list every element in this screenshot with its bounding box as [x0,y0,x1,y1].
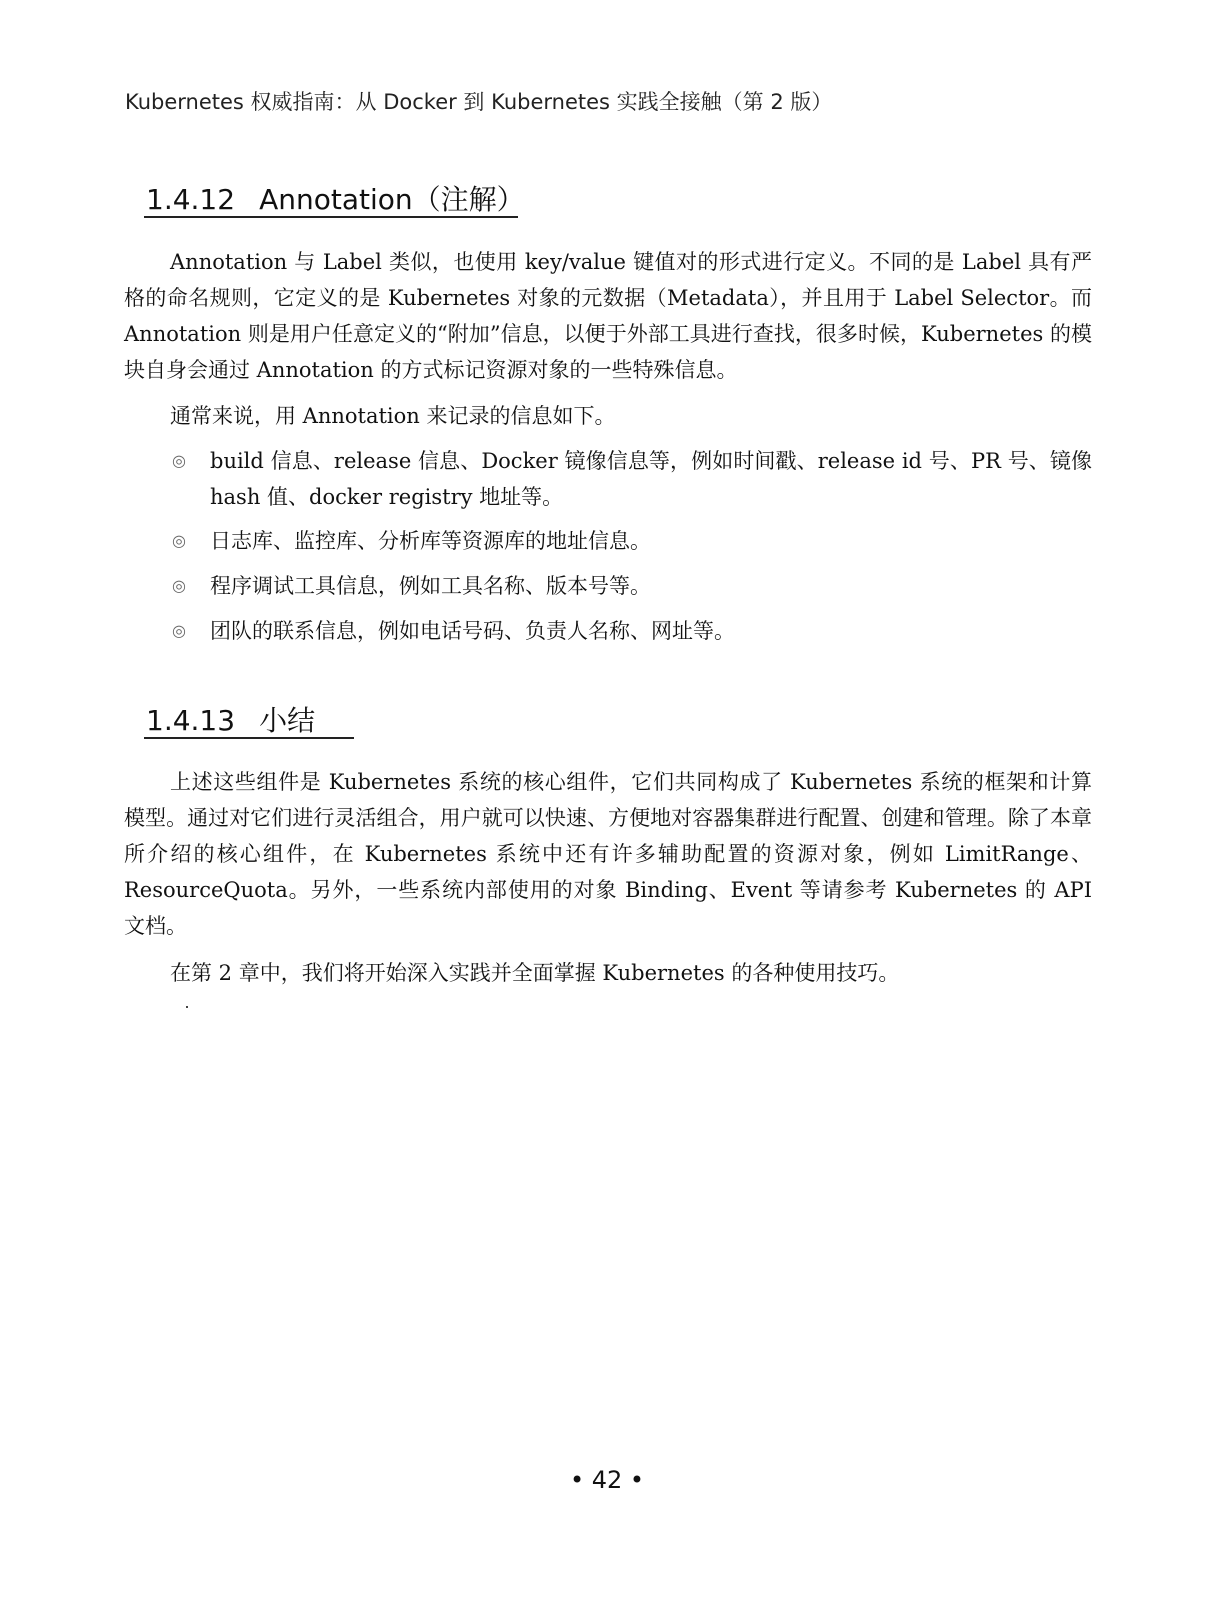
bullet-icon: ◎ [172,531,186,550]
section-underline [144,216,518,218]
list-item [172,613,1092,649]
section-underline [144,737,354,739]
list-item [172,568,1092,604]
bullet-icon: ◎ [172,576,186,595]
list-item [172,523,1092,559]
paragraph: 通常来说，用 Annotation 来记录的信息如下。 [170,404,616,428]
bullet-icon: ◎ [172,621,186,640]
list-item-text: 日志库、监控库、分析库等资源库的地址信息。 [210,529,651,553]
scan-speck [186,1006,188,1008]
list-item [172,443,1092,515]
list-item-text: 团队的联系信息，例如电话号码、负责人名称、网址等。 [210,619,735,643]
page-number: • 42 • [569,1466,645,1494]
running-head: Kubernetes 权威指南：从 Docker 到 Kubernetes 实践全接触（第 2 版） [125,90,833,114]
bullet-icon: ◎ [172,451,186,470]
paragraph: 在第 2 章中，我们将开始深入实践并全面掌握 Kubernetes 的各种使用技巧。 [170,961,900,985]
section-title-text: Annotation（注解） [259,183,525,216]
section-number: 1.4.13 [146,704,236,737]
list-item-text: 程序调试工具信息，例如工具名称、版本号等。 [210,574,651,598]
section-title-text: 小结 [259,704,316,737]
paragraph: 上述这些组件是 Kubernetes 系统的核心组件，它们共同构成了 Kubernetes 系统的框架和计算模型。通过对它们进行灵活组合，用户就可以快速、方便地对容器集群进行配置、创建和管理。除了本章所介绍的核心组件，在 Kubernetes 系统中还有许多辅助配置的资源对象，例如 LimitRange、ResourceQuota。另外，一些系统内部使用的对象 Binding、Event 等请参考 Kubernetes 的 API 文档。 [124,770,1092,938]
paragraph: Annotation 与 Label 类似，也使用 key/value 键值对的形式进行定义。不同的是 Label 具有严格的命名规则，它定义的是 Kubernetes 对象的元数据（Metadata），并且用于 Label Selector。而 Annotation 则是用户任意定义的“附加”信息，以便于外部工具进行查找，很多时候，Kubernetes 的模块自身会通过 Annotation 的方式标记资源对象的一些特殊信息。 [124,250,1092,382]
list-item-text: build 信息、release 信息、Docker 镜像信息等，例如时间戳、release id 号、PR 号、镜像 hash 值、docker registry 地址等。 [210,449,1092,509]
section-number: 1.4.12 [146,183,236,216]
